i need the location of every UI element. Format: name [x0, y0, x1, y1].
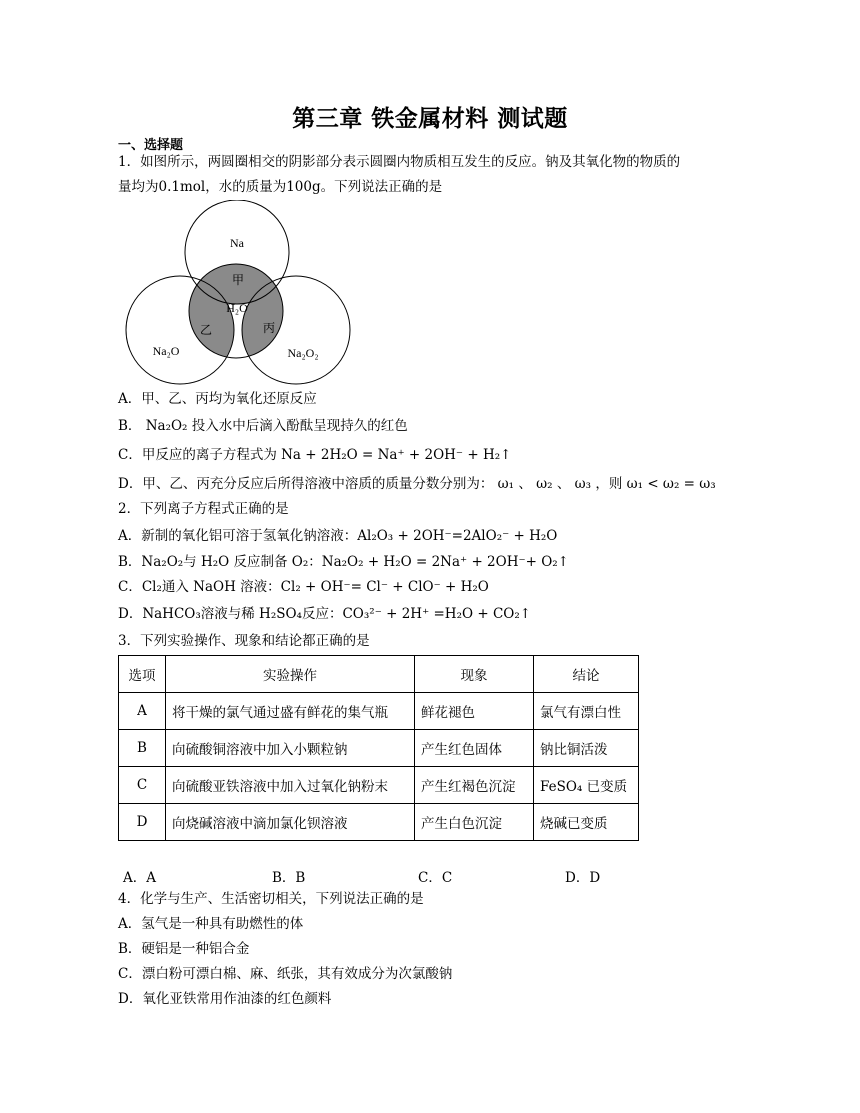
q4-stem: 4．化学与生产、生活密切相关，下列说法正确的是 [118, 891, 424, 907]
q1-option-a: A．甲、乙、丙均为氧化还原反应 [118, 391, 317, 407]
table-header-cell: 选项 [119, 656, 166, 693]
table-cell: 将干燥的氯气通过盛有鲜花的集气瓶 [166, 693, 415, 730]
table-row [119, 730, 639, 767]
table-cell: 烧碱已变质 [534, 804, 639, 841]
table-cell: 氯气有漂白性 [534, 693, 639, 730]
section-heading: 一、选择题 [118, 138, 184, 153]
q3-choice-a: A．A [123, 870, 156, 886]
table-cell: 产生红褐色沉淀 [415, 767, 534, 804]
q4-option-b: B．硬铝是一种铝合金 [118, 941, 250, 957]
q1-stem-line2: 量均为0.1mol，水的质量为100g。下列说法正确的是 [118, 179, 443, 195]
table-row [119, 804, 639, 841]
label-jia: 甲 [231, 273, 245, 287]
label-yi: 乙 [199, 323, 213, 337]
table-row [119, 693, 639, 730]
q1-option-d: D．甲、乙、丙充分反应后所得溶液中溶质的质量分数分别为： ω₁ 、 ω₂ 、 ω₃ ，则 ω₁ < ω₂ = ω₃ [118, 476, 716, 492]
table-cell: D [119, 804, 166, 841]
q1-option-c: C．甲反应的离子方程式为 Na + 2H₂O = Na⁺ + 2OH⁻ + H₂↑ [118, 447, 512, 463]
table-cell: 鲜花褪色 [415, 693, 534, 730]
q1-stem-line1: 1．如图所示，两圆圈相交的阴影部分表示圆圈内物质相互发生的反应。钠及其氧化物的物质的 [118, 154, 681, 170]
table-cell: C [119, 767, 166, 804]
table-header-cell: 结论 [534, 656, 639, 693]
table-cell: A [119, 693, 166, 730]
table-header-cell: 现象 [415, 656, 534, 693]
label-bing: 丙 [262, 321, 276, 335]
label-na: Na [230, 236, 244, 250]
table-cell: 向硫酸亚铁溶液中加入过氧化钠粉末 [166, 767, 415, 804]
q3-choice-b: B．B [272, 870, 306, 886]
q3-table [118, 655, 639, 841]
table-cell: 向烧碱溶液中滴加氯化钡溶液 [166, 804, 415, 841]
label-na2o: Na₂O [152, 344, 180, 358]
q2-stem: 2．下列离子方程式正确的是 [118, 501, 289, 517]
table-row [119, 767, 639, 804]
q2-option-a: A．新制的氧化铝可溶于氢氧化钠溶液：Al₂O₃ + 2OH⁻=2AlO₂⁻ + H₂O [118, 528, 558, 544]
q4-option-c: C．漂白粉可漂白棉、麻、纸张，其有效成分为次氯酸钠 [118, 966, 453, 982]
table-cell: FeSO₄ 已变质 [534, 767, 639, 804]
venn-diagram [122, 200, 354, 388]
table-cell: B [119, 730, 166, 767]
table-header-cell: 实验操作 [166, 656, 415, 693]
q4-option-d: D．氧化亚铁常用作油漆的红色颜料 [118, 991, 332, 1007]
q3-stem: 3．下列实验操作、现象和结论都正确的是 [118, 633, 370, 649]
q2-option-d: D．NaHCO₃溶液与稀 H₂SO₄反应：CO₃²⁻ + 2H⁺ =H₂O + CO₂↑ [118, 606, 532, 622]
q3-choice-d: D．D [565, 870, 601, 886]
page-title: 第三章 铁金属材料 测试题 [292, 106, 568, 132]
table-cell: 向硫酸铜溶液中加入小颗粒钠 [166, 730, 415, 767]
table-cell: 钠比铜活泼 [534, 730, 639, 767]
table-cell: 产生白色沉淀 [415, 804, 534, 841]
table-cell: 产生红色固体 [415, 730, 534, 767]
label-h2o: H₂O [226, 301, 248, 315]
label-na2o2: Na₂O₂ [287, 346, 319, 360]
q4-option-a: A．氢气是一种具有助燃性的体 [118, 916, 304, 932]
q2-option-b: B．Na₂O₂与 H₂O 反应制备 O₂：Na₂O₂ + H₂O = 2Na⁺ + 2OH⁻+ O₂↑ [118, 554, 569, 570]
q3-choice-c: C．C [418, 870, 453, 886]
q1-option-b: B． Na₂O₂ 投入水中后滴入酚酞呈现持久的红色 [118, 418, 408, 434]
q2-option-c: C．Cl₂通入 NaOH 溶液：Cl₂ + OH⁻= Cl⁻ + ClO⁻ + H₂O [118, 579, 489, 595]
table-header-row [119, 656, 639, 693]
